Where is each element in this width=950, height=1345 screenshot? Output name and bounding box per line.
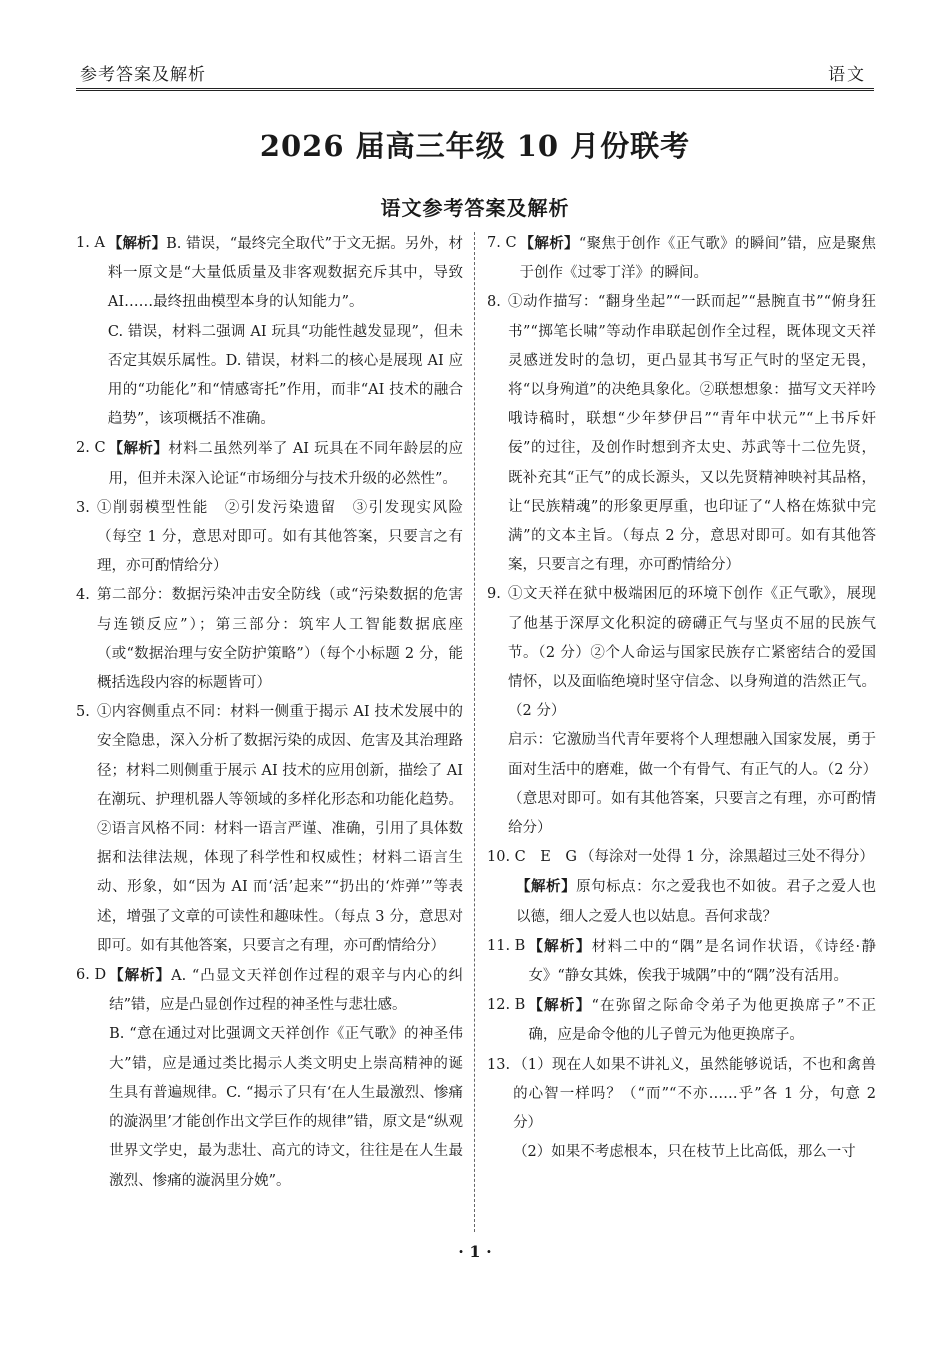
answer-number: 6. D <box>76 967 107 984</box>
answer-number <box>487 872 516 931</box>
answer-item <box>487 991 876 1050</box>
answer-continuation: （2）如果不考虑根本，只在枝节上比高低，那么一寸 <box>513 1144 856 1161</box>
analysis-tag: 【解析】 <box>519 235 579 252</box>
answer-number: 12. B <box>487 997 526 1014</box>
answer-item <box>76 581 463 698</box>
answer-continuation: （意思对即可。如有其他答案，只要言之有理，亦可酌情给分） <box>508 790 876 837</box>
answer-item <box>76 698 463 961</box>
answer-number: 13. <box>487 1056 511 1073</box>
answer-item <box>487 843 876 872</box>
answer-text: 原句标点：尔之爱我也不如彼。君子之爱人也以德，细人之爱人也以姑息。吾何求哉？ <box>516 879 877 925</box>
answer-item <box>487 932 876 991</box>
answer-item <box>487 580 876 843</box>
answer-continuation: B. “意在通过对比强调文天祥创作《正气歌》的神圣伟大”错，应是通过类比揭示人类文明史上崇高精神的诞生具有普遍规律。C. “揭示了只有‘在人生最激烈、惨痛的漩涡里’才能创作出文学巨作的规律”错，原文是“纵观世界文学史，最为悲壮、高亢的诗文，往往是在人生最激烈、惨痛的漩涡里分娩”。 <box>109 1026 463 1189</box>
analysis-tag: 【解析】 <box>516 878 577 896</box>
answer-number: 11. B <box>487 937 526 954</box>
answer-number: 7. C <box>487 235 517 251</box>
answer-text: ①内容侧重点不同：材料一侧重于揭示 AI 技术发展中的安全隐患，深入分析了数据污染的成因、危害及其治理路径；材料二则侧重于展示 AI 技术的应用创新，描绘了 AI 在潮玩、护理机器人等领域的多样化形态和功能化趋势。②语言风格不同：材料一语言严谨、准确，引用了具体数据和法律法规，体现了科学性和权威性；材料二语言生动、形象，如“因为 AI 而‘活’起来”“扔出的‘炸弹’”等表述，增强了文章的可读性和趣味性。（每点 3 分，意思对即可。如有其他答案，只要言之有理，亦可酌情给分） <box>97 704 463 954</box>
answer-number: 1. A <box>76 235 105 251</box>
answer-item <box>487 229 876 288</box>
answer-text: 第二部分：数据污染冲击安全防线（或“污染数据的危害与连锁反应”）；第三部分：筑牢人工智能数据底座（或“数据治理与安全防护策略”）（每个小标题 2 分，能概括选段内容的标题皆可） <box>97 587 463 692</box>
analysis-tag: 【解析】 <box>528 937 592 955</box>
answer-text: ①削弱模型性能 ②引发污染遗留 ③引发现实风险 （每空 1 分，意思对即可。如有其他答案，只要言之有理，亦可酌情给分） <box>97 499 478 575</box>
answer-text: B. 错误，“最终完全取代”于文无据。另外，材料一原文是“大量低质量及非客观数据充斥其中，导致 AI……最终扭曲模型本身的认知能力”。 <box>107 236 463 311</box>
analysis-tag: 【解析】 <box>109 967 172 985</box>
analysis-tag: 【解析】 <box>528 997 592 1015</box>
left-column <box>76 229 478 1196</box>
answer-number: 10. C E G <box>487 849 577 866</box>
answer-text: （1）现在人如果不讲礼义，虽然能够说话，不也和禽兽的心智一样吗？（“而”“不亦……乎”各 1 分，句意 2 分） <box>513 1056 876 1132</box>
answer-item <box>76 961 463 1196</box>
header-subject-label: 语文 <box>828 65 866 85</box>
analysis-tag: 【解析】 <box>108 440 169 458</box>
page-header <box>76 52 874 91</box>
answer-text: ①文天祥在狱中极端困厄的环境下创作《正气歌》，展现了他基于深厚文化积淀的磅礴正气与坚贞不屈的民族气节。（2 分）②个人命运与国家民族存亡紧密结合的爱国情怀，以及面临绝境时坚守信念、以身殉道的浩然正气。（2 分） <box>508 586 876 720</box>
answer-continuation: 启示：它激励当代青年要将个人理想融入国家发展，勇于面对生活中的磨难，做一个有骨气、有正气的人。（2 分） <box>508 732 878 778</box>
answer-item <box>487 1051 876 1168</box>
answer-continuation: C. 错误，材料二强调 AI 玩具“功能性越发显现”，但未否定其娱乐属性。D. 错误，材料二的核心是展现 AI 应用的“功能化”和“情感寄托”作用，而非“AI 技术的融合趋势”，该项概括不准确。 <box>107 323 463 428</box>
page-subtitle: 语文参考答案及解析 <box>380 196 570 220</box>
page-number: · 1 · <box>458 1242 492 1261</box>
answer-number: 5. <box>76 704 90 721</box>
answer-number: 8. <box>487 294 501 311</box>
answer-text: “聚焦于创作《正气歌》的瞬间”错，应是聚焦于创作《过零丁洋》的瞬间。 <box>519 236 877 282</box>
right-column <box>487 229 876 1168</box>
header-left-label: 参考答案及解析 <box>80 65 206 85</box>
answer-number: 9. <box>487 586 501 603</box>
answer-text: 材料二中的“隅”是名词作状语，《诗经·静女》“静女其姝，俟我于城隅”中的“隅”没有活用。 <box>528 938 876 985</box>
answer-item <box>76 229 463 434</box>
answer-text: A. “凸显文天祥创作过程的艰辛与内心的纠结”错，应是凸显创作过程的神圣性与悲壮感。 <box>109 968 463 1014</box>
column-divider <box>474 232 475 1232</box>
page-title: 2026 届高三年级 10 月份联考 <box>259 129 691 163</box>
answer-text: 材料二虽然列举了 AI 玩具在不同年龄层的应用，但并未深入论证“市场细分与技术升级的必然性”。 <box>108 441 463 487</box>
answer-number: 2. C <box>76 440 106 457</box>
answer-number: 4. <box>76 587 90 604</box>
answer-item <box>487 288 876 580</box>
answer-number: 3. <box>76 499 90 516</box>
answer-item <box>487 872 876 931</box>
answer-text: （每涂对一处得 1 分，涂黑超过三处不得分） <box>579 849 874 866</box>
answer-item <box>76 494 478 582</box>
answer-text: “在弥留之际命令弟子为他更换席子”不正确，应是命令他的儿子曾元为他更换席子。 <box>528 998 876 1044</box>
analysis-tag: 【解析】 <box>107 235 167 252</box>
answer-item <box>76 434 463 493</box>
answer-text: ①动作描写：“翻身坐起”“一跃而起”“悬腕直书”“俯身狂书”“掷笔长啸”等动作串联起创作全过程，既体现文天祥灵感迸发时的急切，更凸显其书写正气时的坚定无畏，将“以身殉道”的决绝具象化。②联想想象：描写文天祥吟哦诗稿时，联想“少年梦伊吕”“青年中状元”“上书斥奸佞”的过往，及创作时想到齐太史、苏武等十二位先贤，既补充其“正气”的成长源头，又以先贤精神映衬其品格，让“民族精魂”的形象更厚重，也印证了“人格在炼狱中完满”的文本主旨。（每点 2 分，意思对即可。如有其他答案，只要言之有理，亦可酌情给分） <box>508 294 876 574</box>
